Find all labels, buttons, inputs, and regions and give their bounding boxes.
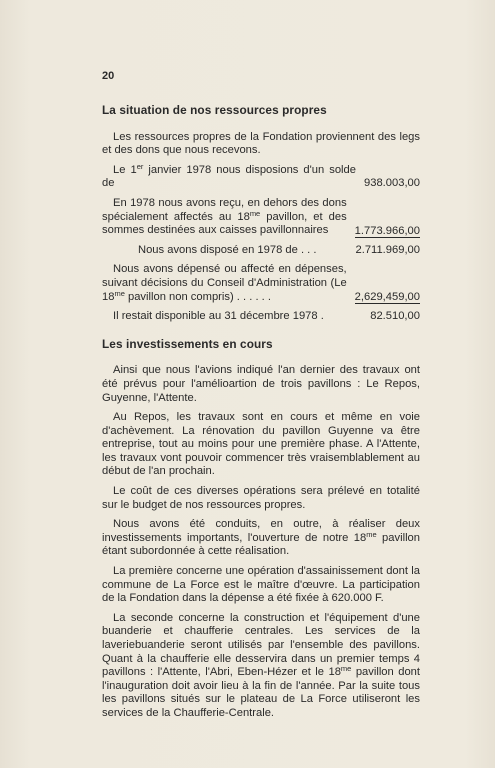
ledger-row-spent	[102, 263, 420, 304]
paragraph-2: Au Repos, les travaux sont en cours et même en voie d'achèvement. La rénovation du pavillon Guyenne va être entreprise, tout au moins pour une première phase. A l'Attente, les travaux vont pouvoir commencer très vraisemblablement au début de l'an prochain.	[102, 411, 420, 478]
page-number: 20	[102, 70, 115, 82]
ledger-row-text: Il restait disponible au 31 décembre 1978 .	[113, 310, 324, 323]
ledger-row-opening-balance	[102, 161, 420, 191]
ledger-row-text: Le 1er janvier 1978 nous disposions d'un solde de	[102, 161, 356, 190]
ledger-amount: 1.773.966,00	[354, 224, 420, 237]
paragraph-1: Ainsi que nous l'avions indiqué l'an dernier des travaux ont été prévus pour l'amélioartion de trois pavillons : Le Repos, Guyenne, l'Attente.	[102, 364, 420, 404]
ledger-row-text: En 1978 nous avons reçu, en dehors des dons spécialement affectés au $18^{me}$ pavillon, et des sommes destinées aux caisses pavillonnaires	[102, 196, 347, 237]
ledger-row-total-available	[102, 244, 420, 258]
paragraph-5: La première concerne une opération d'assainissement dont la commune de La Force est le maître d'œuvre. La participation de la Fondation dans la dépense a été fixée à 620.000 F.	[102, 565, 420, 605]
paragraph-6: La seconde concerne la construction et l'équipement d'une buanderie et chaufferie centrales. Les services de la laveriebuanderie seront utilisés par l'ensemble des pavillons. Quant à la chaufferie elle desservira dans un premier temps 4 pavillons : l'Attente, l'Abri, Eben-Hézer et le $18^{me}$ pavillon dont l'inauguration doit avoir lieu à la fin de l'année. Par la suite tous les pavillons situés sur le plateau de La Force utiliseront les services de la Chaufferie-Centrale.	[102, 611, 420, 719]
ledger-amount: 82.510,00	[370, 310, 420, 323]
paragraph-intro: Les ressources propres de la Fondation proviennent des legs et des dons que nous recevons.	[102, 130, 420, 157]
paragraph-3: Le coût de ces diverses opérations sera prélevé en totalité sur le budget de nos ressources propres.	[102, 485, 420, 511]
section-title-investissements: Les investissements en cours	[102, 336, 273, 351]
ledger-row-text: Nous avons disposé en 1978 de . . .	[138, 243, 317, 256]
page-content	[102, 104, 420, 727]
section-title-ressources: La situation de nos ressources propres	[102, 103, 327, 117]
ledger-row-remaining	[102, 310, 420, 324]
paragraph-4: Nous avons été conduits, en outre, à réaliser deux investissements importants, l'ouverture de notre $18^{me}$ pavillon étant subordonnée à cette réalisation.	[102, 518, 420, 558]
ledger-amount: 938.003,00	[364, 177, 420, 190]
ledger-row-received	[102, 197, 420, 238]
ledger-row-text: Nous avons dépensé ou affecté en dépenses, suivant décisions du Conseil d'Administration (Le $18^{me}$ pavillon non compris) . . . . . .	[102, 263, 347, 303]
ledger-amount: 2,629,459,00	[354, 291, 420, 304]
ledger-amount: 2.711.969,00	[355, 243, 420, 256]
